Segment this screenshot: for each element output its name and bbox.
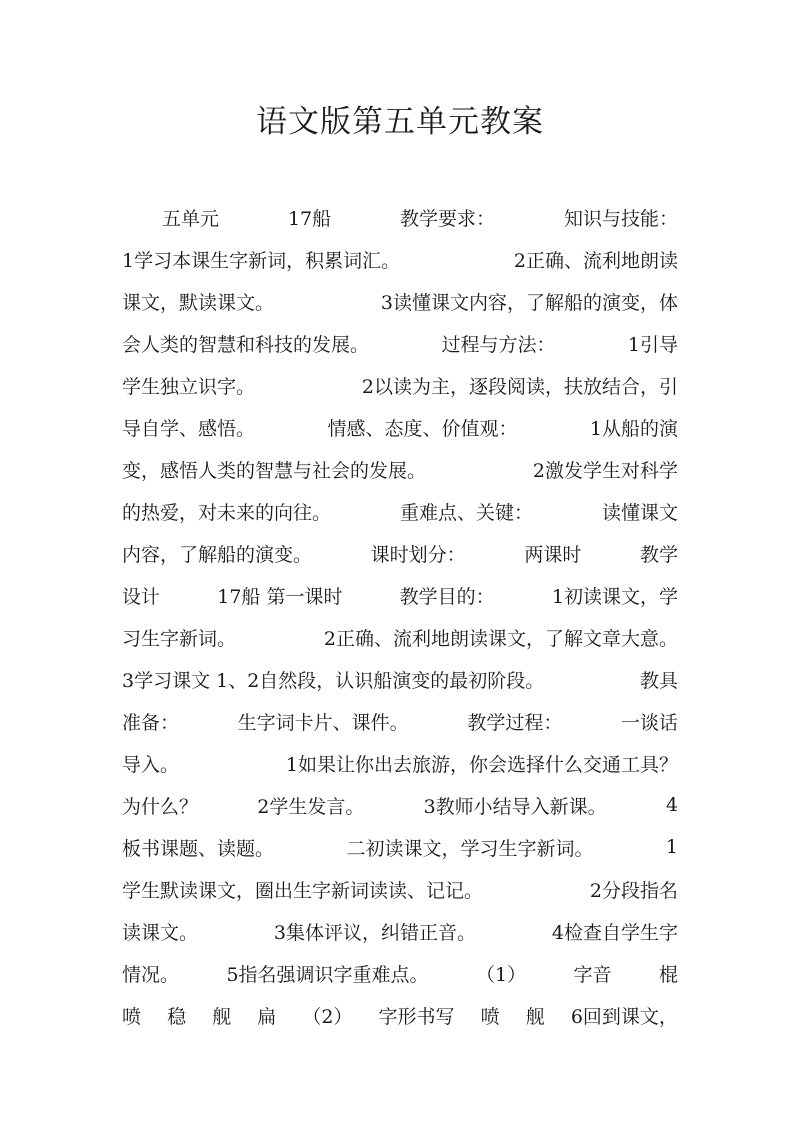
text-line [122,364,678,406]
text-segment: 17船 第一课时 [217,585,343,608]
text-segment: 6回到课文， [570,1005,678,1028]
text-line [122,322,678,364]
text-segment: 3集体评议，纠错正音。 [273,921,476,944]
text-segment: 设计 [122,585,161,608]
text-segment: （2） [302,1005,353,1028]
document-body [122,196,678,1036]
text-segment: 4 [665,794,678,816]
text-segment: 一谈话 [620,711,678,734]
text-segment: 重难点、关键： [399,501,533,524]
text-segment: 2以读为主，逐段阅读，扶放结合，引 [361,375,678,398]
text-segment: 2激发学生对科学 [532,459,678,482]
text-segment: 导入。 [122,753,180,776]
text-segment: 五单元 [162,207,220,230]
text-segment: 课时划分： [370,543,466,566]
text-line [122,910,678,952]
text-segment: 二初读课文，学习生字新词。 [346,837,594,860]
text-segment: 变，感悟人类的智慧与社会的发展。 [122,459,427,482]
text-segment: 棍 [658,963,678,986]
text-line [122,616,678,658]
document-title: 语文版第五单元教案 [256,104,544,140]
text-segment: 1从船的演 [589,417,678,440]
text-segment: 稳 [167,1005,187,1028]
text-segment: 生字词卡片、课件。 [237,711,409,734]
text-segment: 教学要求： [400,207,496,230]
text-segment: 1如果让你出去旅游，你会选择什么交通工具？ [285,753,678,776]
text-segment: 板书课题、读题。 [122,837,275,860]
text-segment: 过程与方法： [441,333,556,356]
text-line [122,658,678,700]
text-segment: 喷 [122,1005,142,1028]
text-segment: 2学生发言。 [257,795,365,818]
text-segment: 教学过程： [467,711,563,734]
text-segment: （1） [475,963,527,986]
text-segment: 1引导 [627,333,678,356]
text-line [122,574,678,616]
text-segment: 1初读课文，学 [551,585,678,608]
text-segment: 导自学、感悟。 [122,417,256,440]
text-segment: 准备： [122,711,180,734]
text-segment: 教具 [639,669,678,692]
text-line [122,994,678,1036]
text-line [122,868,678,910]
text-line [122,826,678,868]
text-segment: 扁 [257,1005,277,1028]
text-line [122,490,678,532]
text-segment: 字形书写 [378,1005,455,1028]
text-line [122,448,678,490]
text-segment: 3教师小结导入新课。 [423,795,607,818]
text-segment: 知识与技能： [563,207,678,230]
text-segment: 2正确、流利地朗读课文，了解文章大意。 [323,627,678,650]
text-segment: 的热爱，对未来的向往。 [122,501,332,524]
text-segment: 内容，了解船的演变。 [122,543,313,566]
text-segment: 教学目的： [399,585,495,608]
text-segment: 1 [665,836,678,858]
text-line [122,532,678,574]
text-segment: 2分段指名 [589,879,678,902]
text-segment: 4检查自学生字 [551,921,678,944]
text-segment: 舰 [525,1005,545,1028]
text-segment: 情感、态度、价值观： [327,417,518,440]
text-segment: 喷 [480,1005,500,1028]
text-line [122,238,678,280]
text-line [122,406,678,448]
text-segment: 5指名强调识字重难点。 [226,963,429,986]
text-segment: 教学 [639,543,678,566]
text-segment: 学生默读课文，圈出生字新词读读、记记。 [122,879,484,902]
text-segment: 学生独立识字。 [122,375,256,398]
text-segment: 情况。 [122,963,180,986]
text-line [122,784,678,826]
text-line [122,742,678,784]
text-line [122,280,678,322]
text-segment: 读懂课文 [601,501,678,524]
text-segment: 课文，默读课文。 [122,291,275,314]
text-segment: 舰 [212,1005,232,1028]
text-segment: 17船 [287,207,332,230]
text-line [122,700,678,742]
text-segment: 为什么？ [122,795,199,818]
text-segment: 2正确、流利地朗读 [513,249,678,272]
text-segment: 习生字新词。 [122,627,237,650]
text-segment: 字音 [573,963,612,986]
text-segment: 3学习课文 1、2自然段，认识船演变的最初阶段。 [122,669,545,692]
text-line [122,952,678,994]
text-segment: 1学习本课生字新词，积累词汇。 [122,249,401,272]
text-segment: 两课时 [524,543,582,566]
text-line [122,196,678,238]
text-segment: 3读懂课文内容，了解船的演变，体 [380,291,678,314]
text-segment: 读课文。 [122,921,199,944]
text-segment: 会人类的智慧和科技的发展。 [122,333,370,356]
